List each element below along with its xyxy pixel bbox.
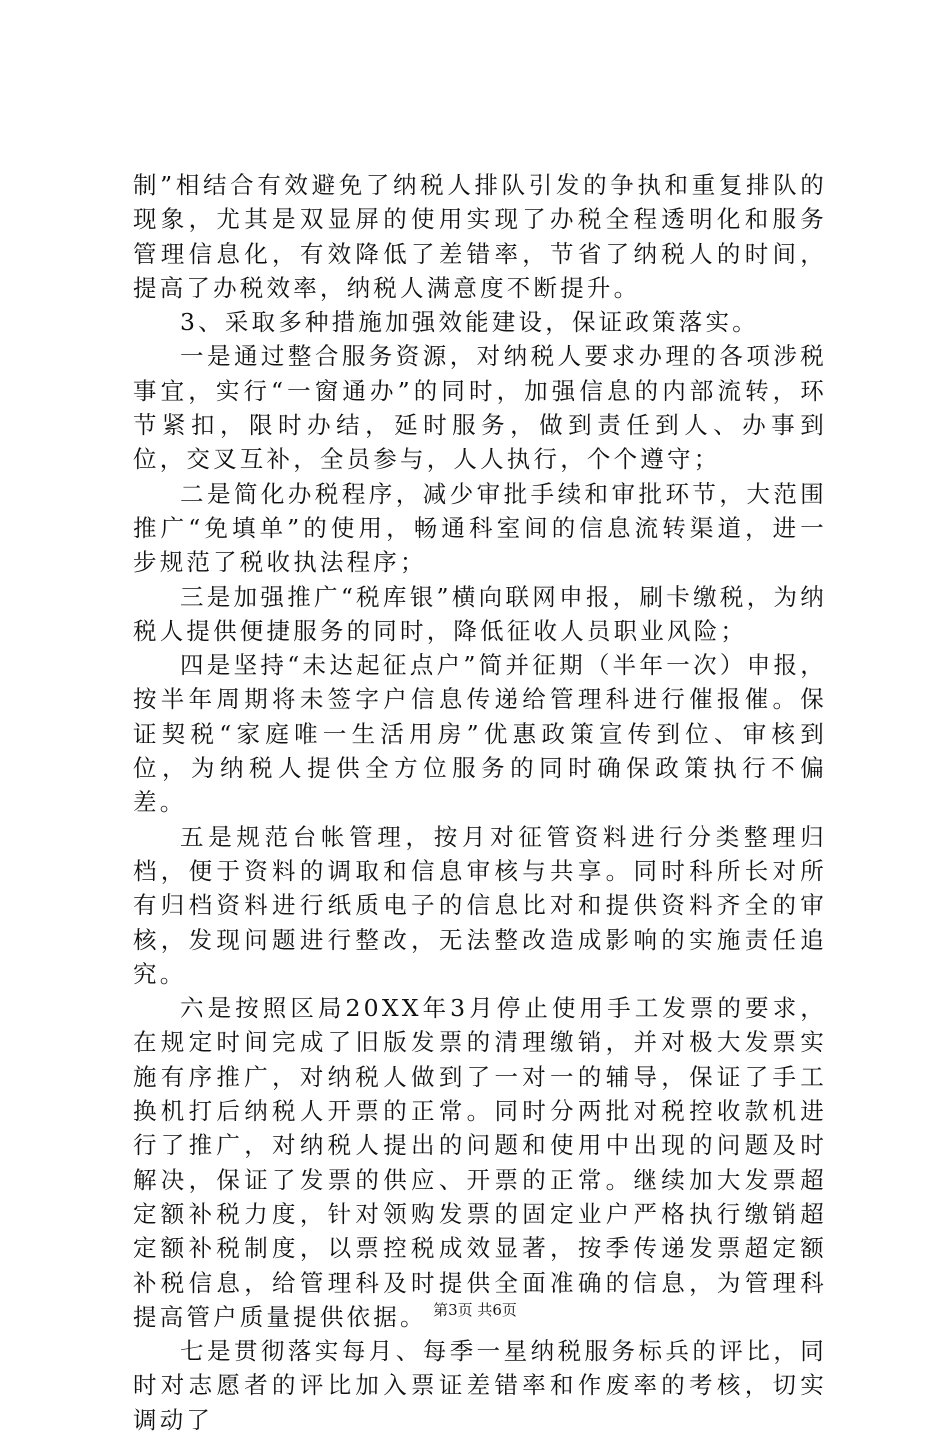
section-heading-3: 3、采取多种措施加强效能建设，保证政策落实。 (180, 308, 759, 337)
paragraph-measure-7: 七是贯彻落实每月、每季一星纳税服务标兵的评比，同时对志愿者的评比加入票证差错率和作废率的考核，切实调动了 (133, 1337, 827, 1434)
page-footer: 第3页 共6页 (433, 1301, 517, 1319)
paragraph-measure-5: 五是规范台帐管理，按月对征管资料进行分类整理归档，便于资料的调取和信息审核与共享。同时科所长对所有归档资料进行纸质电子的信息比对和提供资料齐全的审核，发现问题进行整改，无法整改造成影响的实施责任追究。 (133, 822, 827, 988)
paragraph-continuation: 制”相结合有效避免了纳税人排队引发的争执和重复排队的现象，尤其是双显屏的使用实现了办税全程透明化和服务管理信息化，有效降低了差错率，节省了纳税人的时间，提高了办税效率，纳税人满意度不断提升。 (133, 171, 827, 302)
paragraph-measure-6: 六是按照区局20XX年3月停止使用手工发票的要求，在规定时间完成了旧版发票的清理缴销，并对极大发票实施有序推广，对纳税人做到了一对一的辅导，保证了手工换机打后纳税人开票的正常。同时分两批对税控收款机进行了推广，对纳税人提出的问题和使用中出现的问题及时解决，保证了发票的供应、开票的正常。继续加大发票超定额补税力度，针对领购发票的固定业户严格执行缴销超定额补税制度，以票控税成效显著，按季传递发票超定额补税信息，给管理科及时提供全面准确的信息，为管理科提高管户质量提供依据。 (133, 994, 827, 1331)
paragraph-measure-1: 一是通过整合服务资源，对纳税人要求办理的各项涉税事宜，实行“一窗通办”的同时，加强信息的内部流转，环节紧扣，限时办结，延时服务，做到责任到人、办事到位，交叉互补，全员参与，人人执行，个个遵守； (133, 342, 827, 474)
paragraph-measure-4: 四是坚持“未达起征点户”简并征期（半年一次）申报，按半年周期将未签字户信息传递给管理科进行催报催。保证契税“家庭唯一生活用房”优惠政策宣传到位、审核到位，为纳税人提供全方位服务的同时确保政策执行不偏差。 (133, 651, 827, 817)
paragraph-measure-2: 二是简化办税程序，减少审批手续和审批环节，大范围推广“免填单”的使用，畅通科室间的信息流转渠道，进一步规范了税收执法程序； (133, 479, 827, 577)
document-body (133, 168, 827, 1437)
paragraph-measure-3: 三是加强推广“税库银”横向联网申报，刷卡缴税，为纳税人提供便捷服务的同时，降低征收人员职业风险； (133, 582, 827, 645)
